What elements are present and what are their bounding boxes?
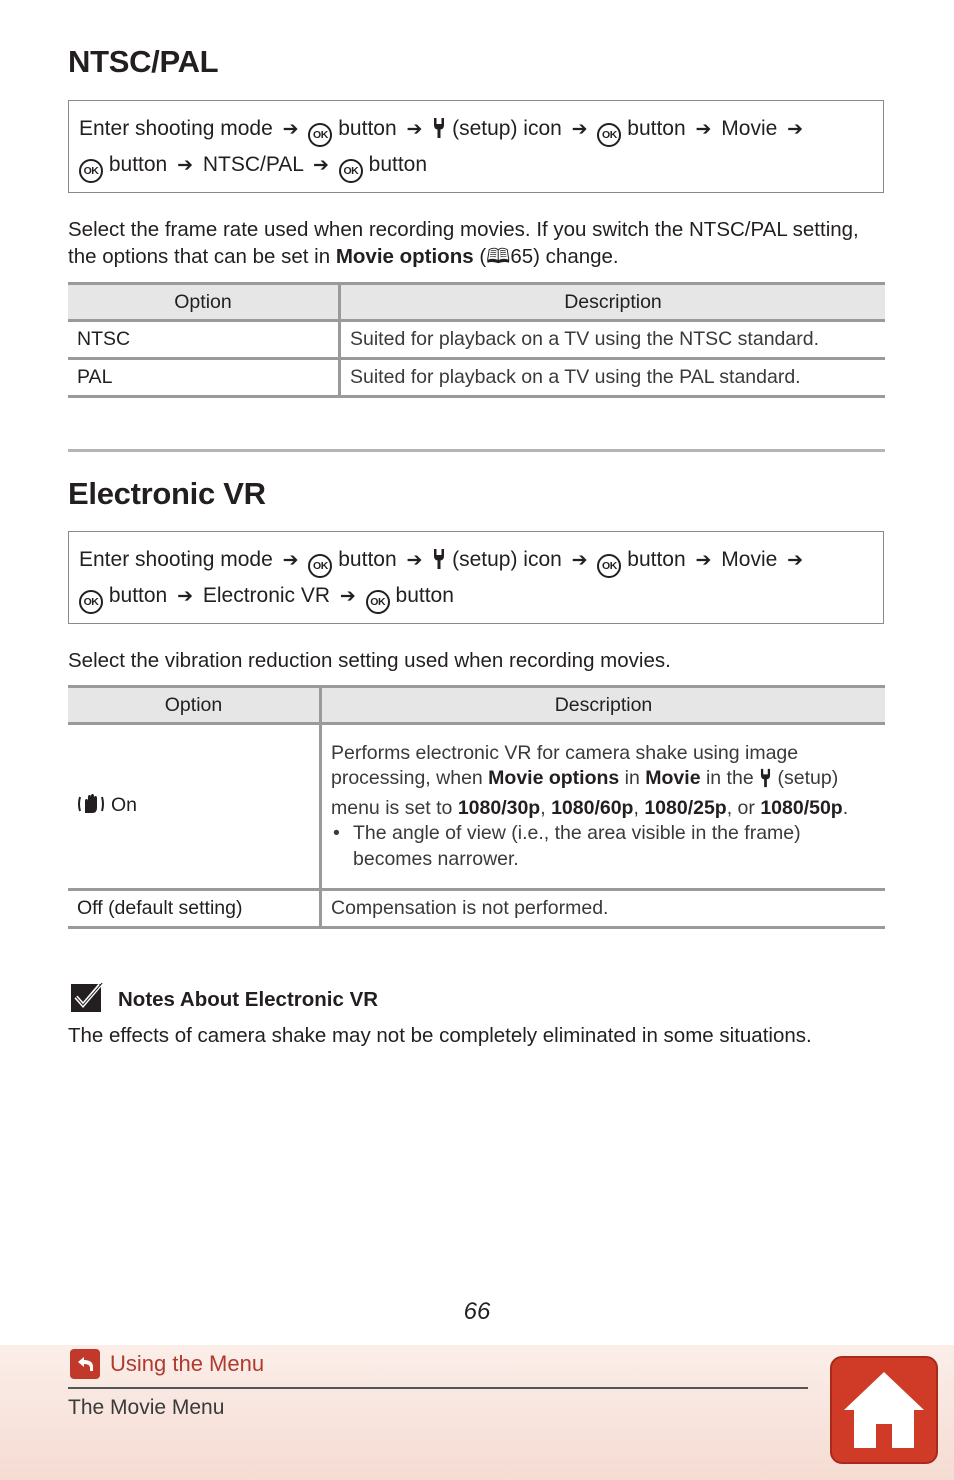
ntsc-options-table [68, 282, 885, 398]
movie-options-ref[interactable]: Movie options [335, 245, 474, 268]
arrow-right-icon: ➔ [787, 550, 804, 571]
ok-button-icon: OK [366, 590, 390, 614]
ntsc-nav-path [68, 100, 884, 193]
arrow-right-icon: ➔ [787, 119, 804, 140]
table-row [68, 890, 885, 928]
nav-step: Enter shooting mode [79, 548, 273, 571]
vr-intro: Select the vibration reduction setting used when recording movies. [68, 649, 671, 672]
wrench-icon [759, 768, 772, 796]
description-cell: Compensation is not performed. [321, 890, 886, 928]
vr-hand-icon [77, 793, 105, 821]
column-header: Description [340, 284, 886, 321]
nav-step: NTSC/PAL [202, 153, 304, 176]
note-body: The effects of camera shake may not be completely eliminated in some situations. [68, 1024, 812, 1047]
nav-step: button [395, 584, 454, 607]
section-label: The Movie Menu [68, 1396, 225, 1419]
ok-button-icon: OK [79, 159, 103, 183]
footer-divider [68, 1387, 808, 1389]
arrow-right-icon: ➔ [313, 155, 329, 176]
arrow-right-icon: ➔ [571, 119, 588, 140]
back-arrow-icon [70, 1349, 100, 1379]
arrow-right-icon: ➔ [177, 155, 193, 176]
wrench-icon [432, 117, 446, 149]
nav-step: Movie [721, 117, 778, 140]
nav-step: (setup) icon [452, 548, 562, 571]
option-cell: NTSC [68, 321, 340, 359]
page-number: 66 [463, 1298, 491, 1325]
ntsc-intro: Select the frame rate used when recording movies. If you switch the NTSC/PAL setting, the options that can be set in Movie options (🕮65) change. [68, 218, 859, 268]
arrow-right-icon: ➔ [177, 586, 193, 607]
vr-options-table [68, 685, 885, 929]
back-link-label: Using the Menu [110, 1351, 265, 1376]
column-header: Option [68, 687, 321, 724]
nav-step: button [338, 117, 397, 140]
nav-step: Enter shooting mode [79, 117, 273, 140]
nav-step: button [108, 153, 168, 176]
ok-button-icon: OK [597, 554, 621, 578]
arrow-right-icon: ➔ [406, 550, 423, 571]
arrow-right-icon: ➔ [406, 119, 423, 140]
ok-button-icon: OK [308, 554, 332, 578]
ok-button-icon: OK [308, 123, 332, 147]
home-icon [832, 1358, 936, 1462]
option-cell: Off (default setting) [68, 890, 321, 928]
section-divider [68, 449, 885, 452]
page-ref-link[interactable]: 65 [510, 245, 534, 268]
arrow-right-icon: ➔ [571, 550, 588, 571]
table-row [68, 724, 885, 890]
ok-button-icon: OK [339, 159, 363, 183]
nav-step: Movie [721, 548, 778, 571]
option-cell: PAL [68, 359, 340, 397]
ok-button-icon: OK [79, 590, 103, 614]
nav-step: button [368, 153, 428, 176]
nav-step: button [627, 548, 686, 571]
ok-button-icon: OK [597, 123, 621, 147]
back-to-menu-link[interactable] [70, 1349, 264, 1379]
nav-step: (setup) icon [452, 117, 562, 140]
book-icon: 🕮 [486, 245, 511, 268]
description-cell: Suited for playback on a TV using the PAL standard. [340, 359, 886, 397]
checkmark-note-icon [70, 983, 104, 1013]
note-title: Notes About Electronic VR [118, 988, 379, 1011]
column-header: Option [68, 284, 340, 321]
arrow-right-icon: ➔ [282, 550, 299, 571]
column-header: Description [321, 687, 886, 724]
arrow-right-icon: ➔ [695, 550, 712, 571]
table-row [68, 359, 885, 397]
ntsc-pal-heading: NTSC/PAL [68, 44, 219, 79]
arrow-right-icon: ➔ [282, 119, 299, 140]
description-cell: Performs electronic VR for camera shake using image processing, when Movie options in Movie in the (setup) menu is set to 1080/30p, 1080/60p, 1080/25p, or 1080/50p. • The angle of view (i.e., the area visible in the frame) becomes narrower. [321, 724, 886, 890]
arrow-right-icon: ➔ [339, 586, 356, 607]
bullet-note: • The angle of view (i.e., the area visible in the frame) becomes narrower. [331, 821, 876, 872]
electronic-vr-heading: Electronic VR [68, 476, 266, 511]
nav-step: button [108, 584, 168, 607]
description-cell: Suited for playback on a TV using the NTSC standard. [340, 321, 886, 359]
option-cell: On [68, 724, 321, 890]
nav-step: button [627, 117, 686, 140]
arrow-right-icon: ➔ [695, 119, 712, 140]
nav-step: button [338, 548, 397, 571]
nav-step: Electronic VR [202, 584, 331, 607]
table-row [68, 321, 885, 359]
vr-nav-path [68, 531, 884, 624]
wrench-icon [432, 548, 446, 580]
home-button[interactable] [830, 1356, 938, 1464]
